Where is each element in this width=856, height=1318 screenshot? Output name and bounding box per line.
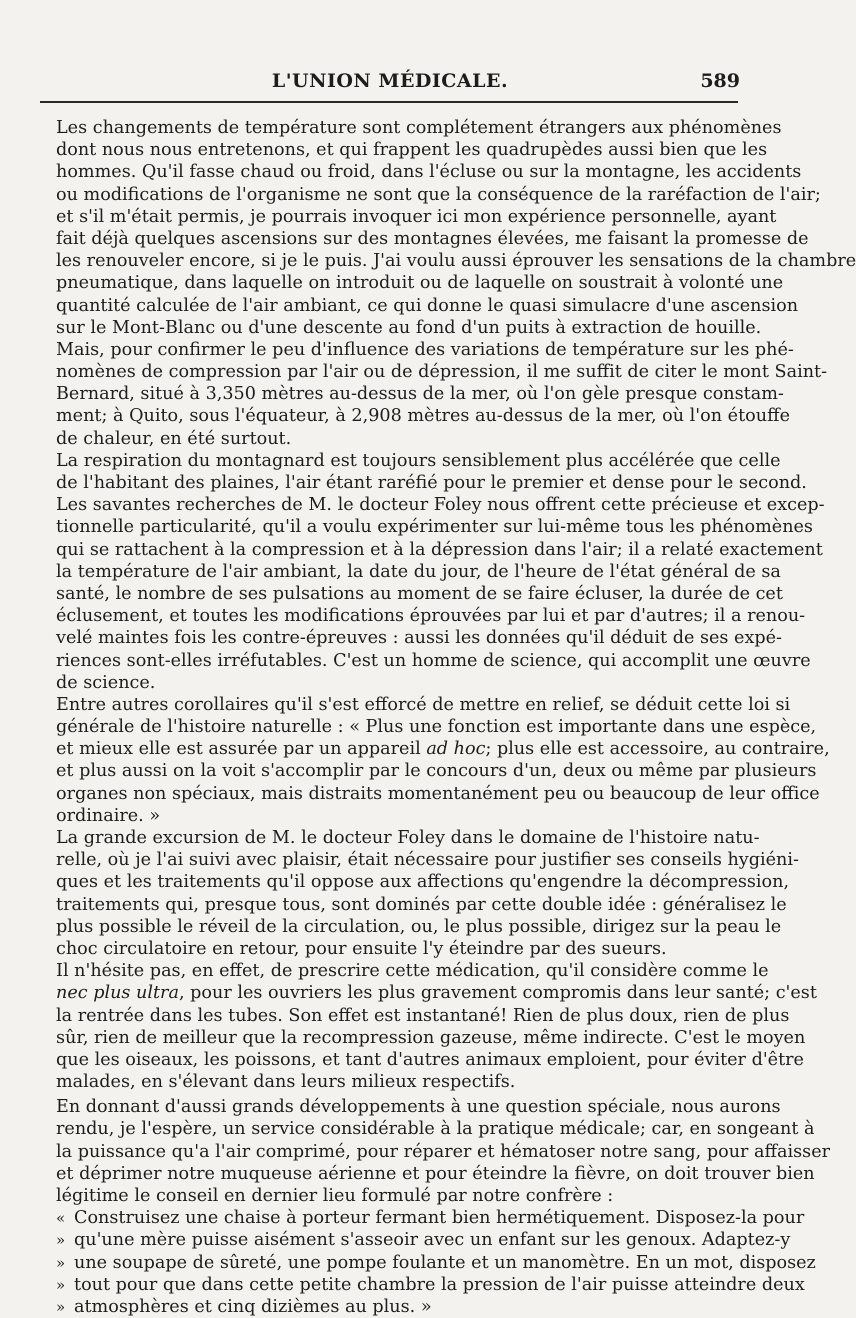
- text-line: la rentrée dans les tubes. Son effet est instantané! Rien de plus doux, rien de plus: [56, 1005, 790, 1026]
- text-line: plus possible le réveil de la circulation, ou, le plus possible, dirigez sur la peau le: [56, 916, 782, 937]
- guillemet-mark: «: [56, 1209, 66, 1228]
- text-line: et plus aussi on la voit s'accomplir par le concours d'un, deux ou même par plusieurs: [56, 761, 817, 782]
- text-line: La respiration du montagnard est toujours sensiblement plus accélérée que celle: [56, 450, 781, 471]
- paragraph: [56, 117, 856, 339]
- text-line: organes non spéciaux, mais distraits momentanément peu ou beaucoup de leur office: [56, 783, 820, 804]
- text-line: relle, où je l'ai suivi avec plaisir, était nécessaire pour justifier ses conseils hygiéni-: [56, 850, 799, 871]
- text-line: Les changements de température sont complétement étrangers aux phénomènes: [56, 118, 782, 138]
- text-line: tionnelle particularité, qu'il a voulu expérimenter sur lui-même tous les phénomènes: [56, 517, 813, 538]
- paragraph: [56, 450, 807, 494]
- quote-text: tout pour que dans cette petite chambre la pression de l'air puisse atteindre deux: [74, 1274, 805, 1295]
- text-line: hommes. Qu'il fasse chaud ou froid, dans l'écluse ou sur la montagne, les accidents: [56, 162, 802, 183]
- text-line: Il n'hésite pas, en effet, de prescrire cette médication, qu'il considère comme le: [56, 961, 769, 982]
- text-line: nec plus ultra, pour les ouvriers les plus gravement compromis dans leur santé; c'est: [56, 983, 817, 1004]
- text-line: ordinaire. »: [56, 805, 161, 826]
- paragraph: [56, 339, 828, 450]
- text-line: éclusement, et toutes les modifications éprouvées par lui et par d'autres; il a renou-: [56, 606, 806, 627]
- text-line: Les savantes recherches de M. le docteur Foley nous offrent cette précieuse et excep-: [56, 495, 825, 516]
- text-line: sûr, rien de meilleur que la recompression gazeuse, même indirecte. C'est le moyen: [56, 1027, 806, 1048]
- paragraph: [56, 960, 817, 1093]
- text-line: En donnant d'aussi grands développements à une question spéciale, nous aurons: [56, 1097, 781, 1118]
- quote-line: [56, 1252, 816, 1274]
- quote-line: [56, 1296, 738, 1318]
- text-line: ques et les traitements qu'il oppose aux affections qu'engendre la décompression,: [56, 872, 790, 893]
- text-line: santé, le nombre de ses pulsations au moment de se faire écluser, la durée de cet: [56, 583, 783, 604]
- journal-title: L'UNION MÉDICALE.: [271, 70, 509, 92]
- paragraph: [56, 827, 799, 960]
- paragraph: [56, 694, 830, 827]
- text-line: quantité calculée de l'air ambiant, ce qui donne le quasi simulacre d'une ascension: [56, 295, 799, 316]
- guillemet-mark: »: [56, 1275, 66, 1294]
- text-line: qui se rattachent à la compression et à la dépression dans l'air; il a relaté exactement: [56, 539, 823, 560]
- guillemet-mark: »: [56, 1253, 66, 1272]
- quotation-block: [56, 1207, 816, 1318]
- text-line: Entre autres corollaires qu'il s'est efforcé de mettre en relief, se déduit cette loi si: [56, 694, 791, 715]
- quote-line: [56, 1274, 805, 1296]
- paragraph: [56, 1096, 831, 1207]
- page-number: 589: [700, 70, 740, 92]
- text-line: sur le Mont-Blanc ou d'une descente au fond d'un puits à extraction de houille.: [56, 317, 762, 338]
- text-line: ou modifications de l'organisme ne sont que la conséquence de la raréfaction de l'air;: [56, 184, 821, 205]
- text-line: et s'il m'était permis, je pourrais invoquer ici mon expérience personnelle, ayant: [56, 206, 777, 227]
- text-line: ment; à Quito, sous l'équateur, à 2,908 mètres au-dessus de la mer, où l'on étouffe: [56, 406, 790, 427]
- guillemet-mark: »: [56, 1297, 66, 1316]
- text-line: riences sont-elles irréfutables. C'est un homme de science, qui accomplit une œuvre: [56, 650, 811, 671]
- text-line: générale de l'histoire naturelle : « Plus une fonction est importante dans une espèce,: [56, 717, 817, 738]
- text-line: et déprimer notre muqueuse aérienne et pour éteindre la fièvre, on doit trouver bien: [56, 1163, 815, 1184]
- guillemet-mark: »: [56, 1231, 66, 1250]
- running-header: [40, 70, 740, 100]
- text-line: et mieux elle est assurée par un appareil ad hoc; plus elle est accessoire, au contraire,: [56, 739, 830, 760]
- text-line: fait déjà quelques ascensions sur des montagnes élevées, me faisant la promesse de: [56, 228, 809, 249]
- text-line: que les oiseaux, les poissons, et tant d'autres animaux emploient, pour éviter d'être: [56, 1049, 804, 1070]
- text-line: de chaleur, en été surtout.: [56, 428, 292, 449]
- text-line: rendu, je l'espère, un service considérable à la pratique médicale; car, en songeant à: [56, 1119, 815, 1140]
- text-line: Mais, pour confirmer le peu d'influence des variations de température sur les phé-: [56, 339, 794, 360]
- text-line: pneumatique, dans laquelle on introduit ou de laquelle on soustrait à volonté une: [56, 273, 784, 294]
- paragraph: [56, 494, 825, 694]
- article-body: [56, 117, 856, 1318]
- text-line: légitime le conseil en dernier lieu formulé par notre confrère :: [56, 1186, 614, 1206]
- quote-text: atmosphères et cinq dizièmes au plus. »: [74, 1296, 432, 1317]
- quote-text: qu'une mère puisse aisément s'asseoir avec un enfant sur les genoux. Adaptez-y: [74, 1230, 791, 1251]
- text-line: dont nous nous entretenons, et qui frappent les quadrupèdes aussi bien que les: [56, 140, 768, 161]
- quote-text: une soupape de sûreté, une pompe foulante et un manomètre. En un mot, disposez: [74, 1252, 816, 1273]
- quote-line: [56, 1229, 791, 1251]
- header-rule: [40, 101, 738, 103]
- quote-line: [56, 1207, 805, 1229]
- text-line: de l'habitant des plaines, l'air étant raréfié pour le premier et dense pour le second.: [56, 473, 807, 493]
- text-line: traitements qui, presque tous, sont dominés par cette double idée : généralisez le: [56, 894, 787, 915]
- text-line: Bernard, situé à 3,350 mètres au-dessus de la mer, où l'on gèle presque constam-: [56, 384, 784, 405]
- text-line: nomènes de compression par l'air ou de dépression, il me suffit de citer le mont Saint-: [56, 362, 828, 383]
- text-line: la puissance qu'a l'air comprimé, pour réparer et hématoser notre sang, pour affaisser: [56, 1141, 831, 1162]
- text-line: La grande excursion de M. le docteur Foley dans le domaine de l'histoire natu-: [56, 828, 760, 848]
- text-line: malades, en s'élevant dans leurs milieux respectifs.: [56, 1072, 516, 1093]
- text-line: choc circulatoire en retour, pour ensuite l'y éteindre par des sueurs.: [56, 938, 667, 959]
- text-line: velé maintes fois les contre-épreuves : aussi les données qu'il déduit de ses expé-: [56, 628, 782, 649]
- text-line: les renouveler encore, si je le puis. J'ai voulu aussi éprouver les sensations de la chambre: [56, 251, 856, 272]
- quote-text: Construisez une chaise à porteur fermant bien hermétiquement. Disposez-la pour: [74, 1208, 805, 1229]
- text-line: la température de l'air ambiant, la date du jour, de l'heure de l'état général de sa: [56, 561, 781, 582]
- text-line: de science.: [56, 672, 156, 693]
